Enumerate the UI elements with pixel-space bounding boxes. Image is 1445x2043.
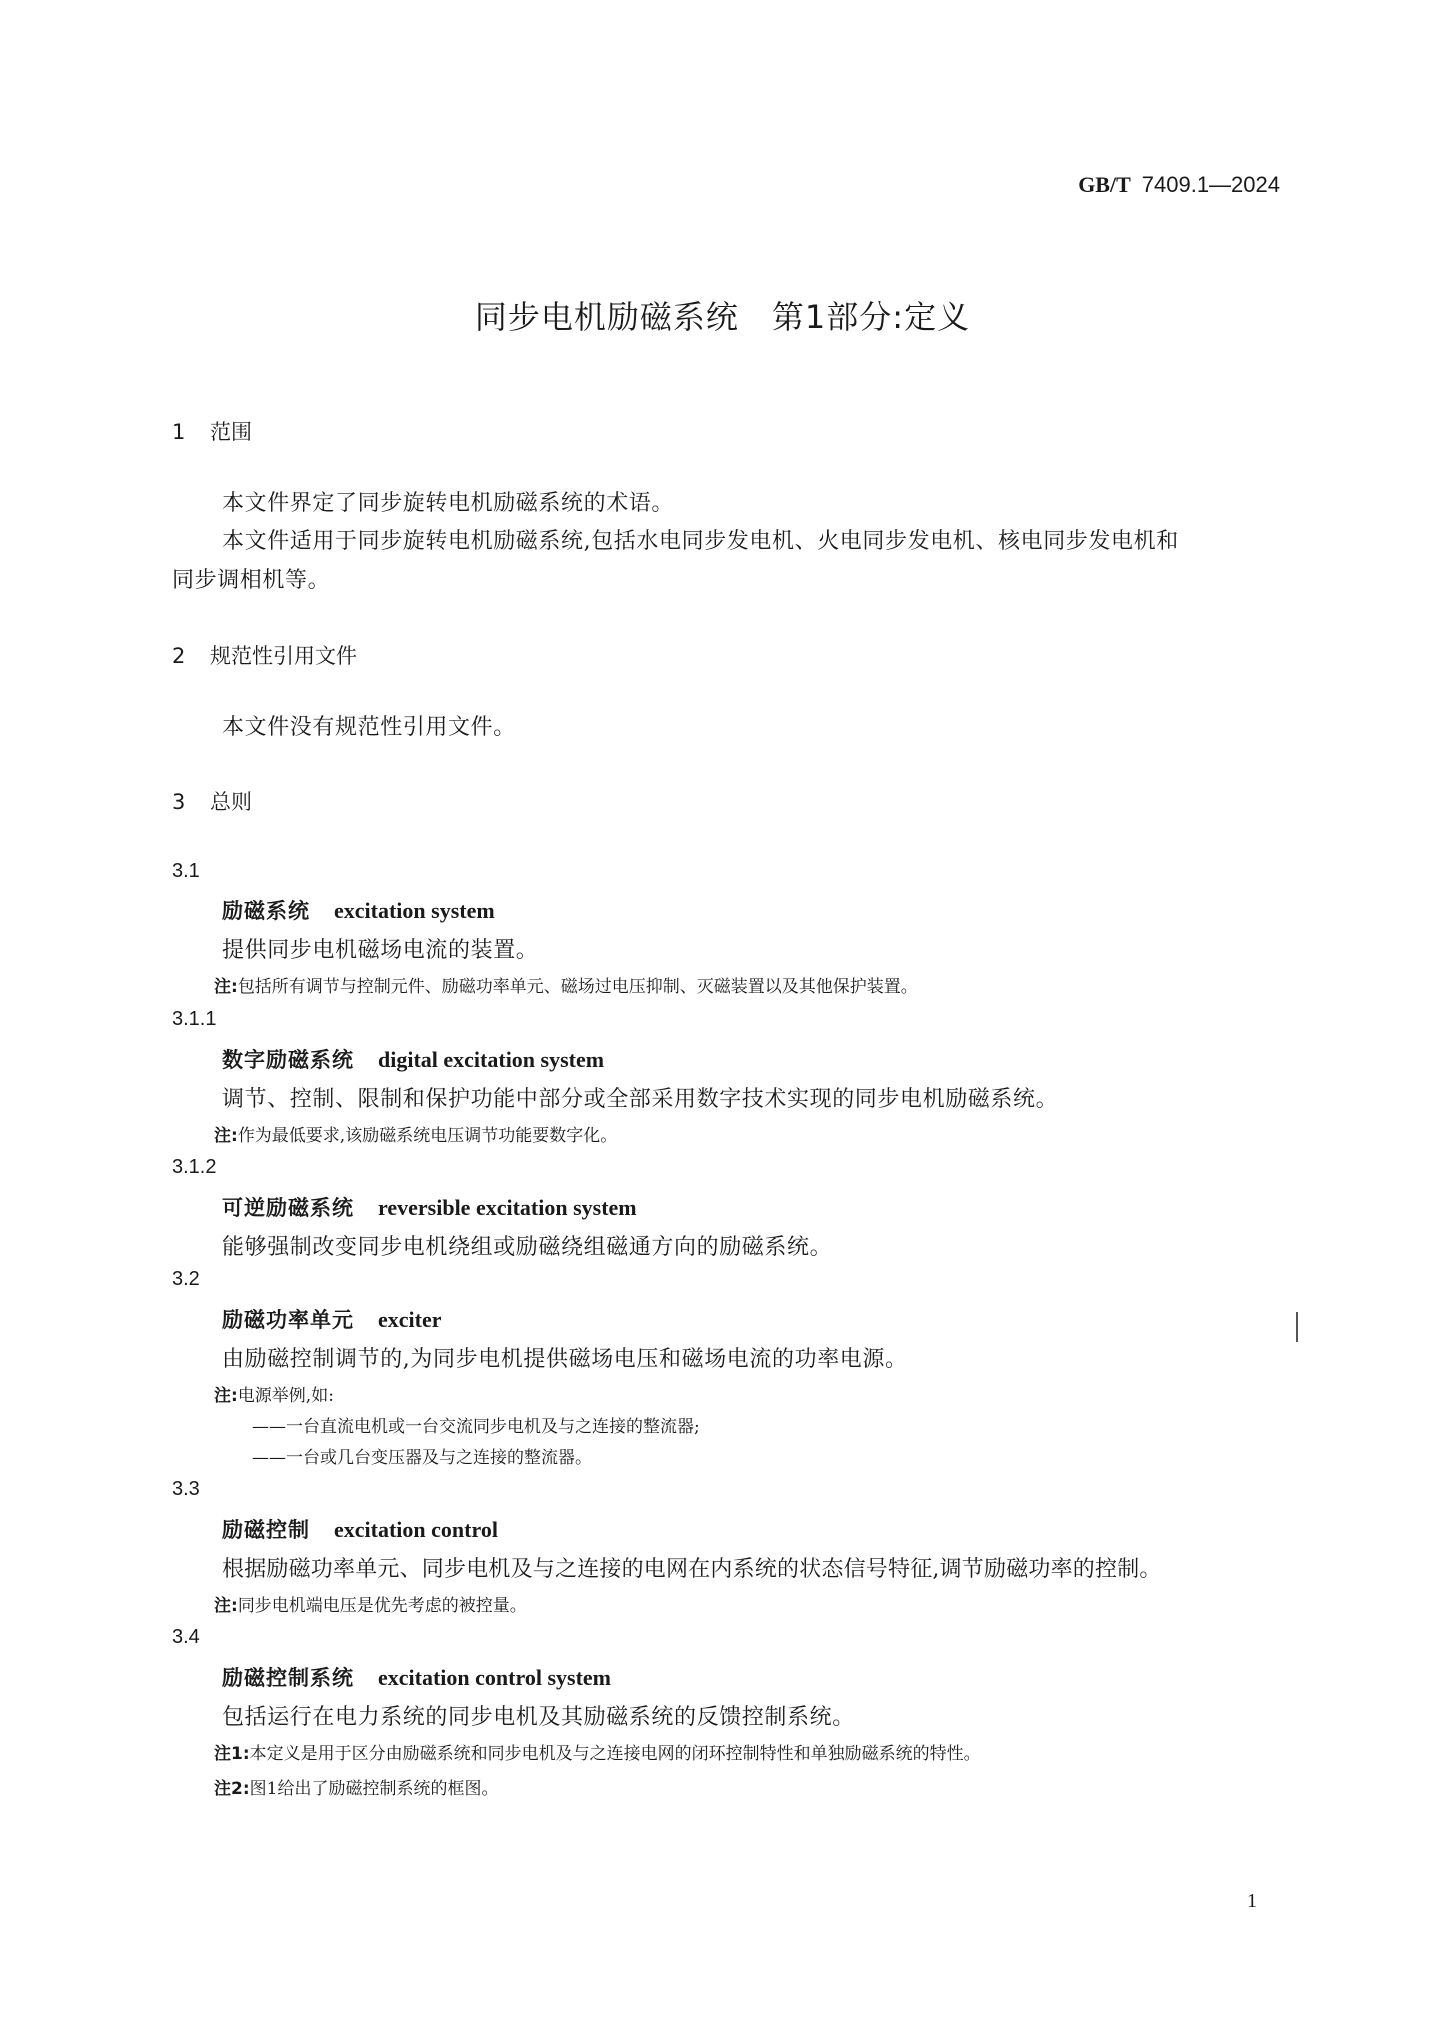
term-note-2 [214,1774,498,1799]
term-definition: 包括运行在电力系统的同步电机及其励磁系统的反馈控制系统。 [222,1705,855,1730]
section-1-para-2b: 同步调相机等。 [172,568,331,593]
note-text: 图1给出了励磁控制系统的框图。 [249,1779,499,1799]
note-label: 注2: [214,1779,250,1799]
term-number: 3.1 [172,860,200,882]
term-note [214,1121,617,1146]
term-note [214,972,918,997]
term-number: 3.3 [172,1478,200,1500]
section-3-heading [172,786,252,816]
section-title: 范围 [210,420,252,444]
section-1-heading [172,416,252,446]
term-number: 3.2 [172,1268,200,1290]
term-chinese: 可逆励磁系统 [222,1196,354,1220]
term-3-1-1 [222,1044,604,1074]
term-english: excitation control system [378,1665,611,1690]
term-3-1 [222,895,495,925]
term-number: 3.1.1 [172,1008,217,1030]
term-note [214,1381,334,1406]
term-english: exciter [378,1307,442,1332]
term-english: reversible excitation system [378,1195,637,1220]
term-chinese: 励磁控制 [222,1518,310,1542]
term-definition: 能够强制改变同步电机绕组或励磁绕组磁通方向的励磁系统。 [222,1235,833,1260]
term-definition: 由励磁控制调节的,为同步电机提供磁场电压和磁场电流的功率电源。 [222,1347,908,1372]
section-number: 1 [172,420,186,444]
note-text: 电源举例,如: [237,1386,334,1406]
document-title: 同步电机励磁系统 第1部分:定义 [474,298,971,336]
note-label: 注: [214,1596,238,1616]
term-english: excitation control [334,1517,498,1542]
term-chinese: 数字励磁系统 [222,1048,354,1072]
term-english: digital excitation system [378,1047,605,1072]
section-number: 3 [172,790,186,814]
section-number: 2 [172,644,186,668]
term-3-1-2 [222,1192,637,1222]
page-number: 1 [1247,1890,1257,1912]
section-1-para-2a: 本文件适用于同步旋转电机励磁系统,包括水电同步发电机、火电同步发电机、核电同步发电机和 [222,529,1179,554]
section-2-para-1: 本文件没有规范性引用文件。 [222,715,516,740]
term-chinese: 励磁控制系统 [222,1666,354,1690]
note-label: 注: [214,1126,238,1146]
standard-code [1078,172,1280,198]
note-label: 注1: [214,1744,250,1764]
section-title: 总则 [210,790,252,814]
note-text: 包括所有调节与控制元件、励磁功率单元、磁场过电压抑制、灭磁装置以及其他保护装置。 [237,977,918,997]
note-text: 作为最低要求,该励磁系统电压调节功能要数字化。 [237,1126,618,1146]
term-number: 3.1.2 [172,1156,217,1178]
term-3-4 [222,1662,611,1692]
margin-change-bar [1296,1312,1298,1342]
term-note [214,1591,527,1616]
section-2-heading [172,640,357,670]
section-title: 规范性引用文件 [210,644,357,668]
term-note-1 [214,1739,981,1764]
term-definition: 提供同步电机磁场电流的装置。 [222,938,539,963]
standard-number: 7409.1—2024 [1141,172,1280,197]
section-1-para-1: 本文件界定了同步旋转电机励磁系统的术语。 [222,491,675,516]
term-definition: 调节、控制、限制和保护功能中部分或全部采用数字技术实现的同步电机励磁系统。 [222,1087,1059,1112]
term-definition: 根据励磁功率单元、同步电机及与之连接的电网在内系统的状态信号特征,调节励磁功率的控制。 [222,1557,1162,1582]
term-3-2 [222,1304,442,1334]
term-3-3 [222,1514,498,1544]
term-number: 3.4 [172,1626,200,1648]
note-list-item: ——一台或几台变压器及与之连接的整流器。 [252,1448,592,1468]
standard-prefix: GB/T [1078,172,1131,197]
note-text: 本定义是用于区分由励磁系统和同步电机及与之连接电网的闭环控制特性和单独励磁系统的特性。 [249,1744,981,1764]
term-english: excitation system [334,898,495,923]
note-text: 同步电机端电压是优先考虑的被控量。 [237,1596,527,1616]
note-label: 注: [214,1386,238,1406]
note-label: 注: [214,977,238,997]
term-chinese: 励磁系统 [222,899,310,923]
note-list-item: ——一台直流电机或一台交流同步电机及与之连接的整流器; [252,1417,700,1437]
term-chinese: 励磁功率单元 [222,1308,354,1332]
